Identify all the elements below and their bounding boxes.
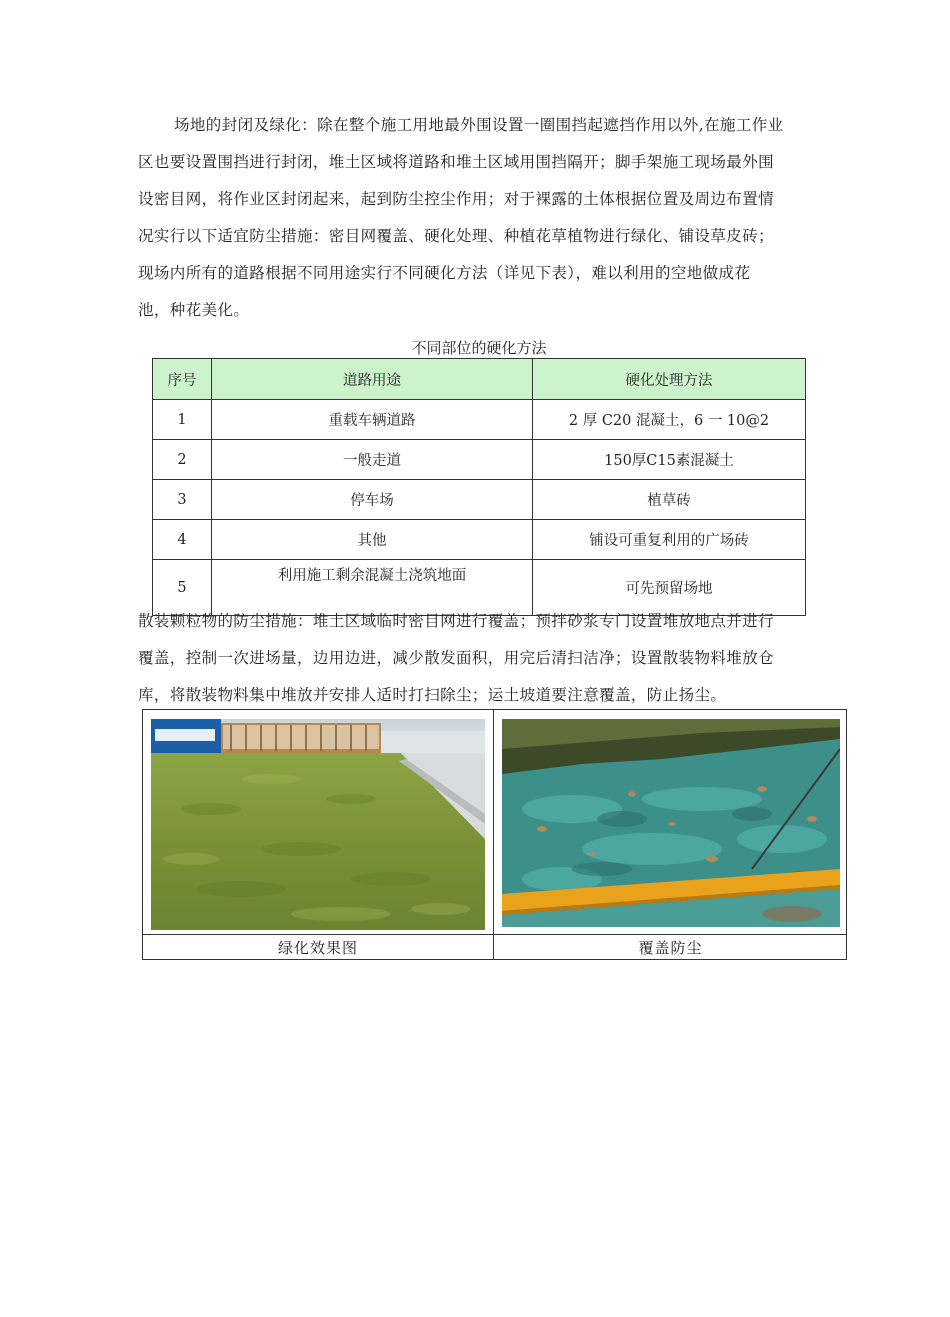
table-row [153, 480, 806, 520]
table-cell: 150厚C15素混凝土 [533, 440, 806, 480]
table-caption: 不同部位的硬化方法 [411, 339, 547, 357]
table-cell: 铺设可重复利用的广场砖 [533, 520, 806, 560]
paragraph-line: 库，将散装物料集中堆放并安排人适时打扫除尘；运土坡道要注意覆盖，防止扬尘。 [138, 686, 727, 704]
column-header: 道路用途 [212, 359, 533, 400]
paragraph-line: 设密目网，将作业区封闭起来，起到防尘控尘作用；对于裸露的土体根据位置及周边布置情 [138, 190, 775, 208]
paragraph-line: 散装颗粒物的防尘措施：堆土区域临时密目网进行覆盖；预拌砂浆专门设置堆放地点并进行 [138, 612, 775, 630]
column-header: 序号 [153, 359, 212, 400]
table-cell: 利用施工剩余混凝土浇筑地面 [212, 560, 533, 616]
dust-control-paragraph [138, 603, 828, 714]
table-cell: 停车场 [212, 480, 533, 520]
paragraph-line: 况实行以下适宜防尘措施：密目网覆盖、硬化处理、种植花草植物进行绿化、铺设草皮砖； [138, 227, 775, 245]
paragraph-line: 现场内所有的道路根据不同用途实行不同硬化方法（详见下表），难以利用的空地做成花 [138, 264, 751, 282]
column-header: 硬化处理方法 [533, 359, 806, 400]
table-cell: 3 [153, 480, 212, 520]
table-cell: 4 [153, 520, 212, 560]
table-cell: 一般走道 [212, 440, 533, 480]
table-cell: 1 [153, 400, 212, 440]
intro-paragraph [138, 107, 818, 329]
paragraph-line: 池，种花美化。 [138, 301, 250, 319]
greening-caption: 绿化效果图 [277, 939, 358, 957]
table-header-row [153, 359, 806, 400]
table-cell: 可先预留场地 [533, 560, 806, 616]
hardening-methods-table [152, 358, 806, 616]
paragraph-line: 区也要设置围挡进行封闭，堆土区域将道路和堆土区域用围挡隔开；脚手架施工现场最外围 [138, 153, 775, 171]
table-row [153, 400, 806, 440]
table-cell: 2 [153, 440, 212, 480]
dust-cover-photo [502, 719, 840, 927]
greening-photo [151, 719, 485, 930]
paragraph-line: 覆盖，控制一次进场量，边用边进，减少散发面积，用完后清扫洁净；设置散装物料堆放仓 [138, 649, 775, 667]
table-cell: 重载车辆道路 [212, 400, 533, 440]
table-cell: 2 厚 C20 混凝土，6 一 10@2 [533, 400, 806, 440]
dust-cover-caption: 覆盖防尘 [638, 939, 703, 957]
column-divider [493, 710, 494, 959]
table-cell: 植草砖 [533, 480, 806, 520]
table-cell: 其他 [212, 520, 533, 560]
photo-table [142, 709, 847, 960]
table-cell: 5 [153, 560, 212, 616]
table-row [153, 440, 806, 480]
caption-divider [143, 934, 846, 935]
paragraph-line: 场地的封闭及绿化：除在整个施工用地最外围设置一圈围挡起遮挡作用以外,在施工作业 [174, 116, 784, 134]
table-row [153, 520, 806, 560]
